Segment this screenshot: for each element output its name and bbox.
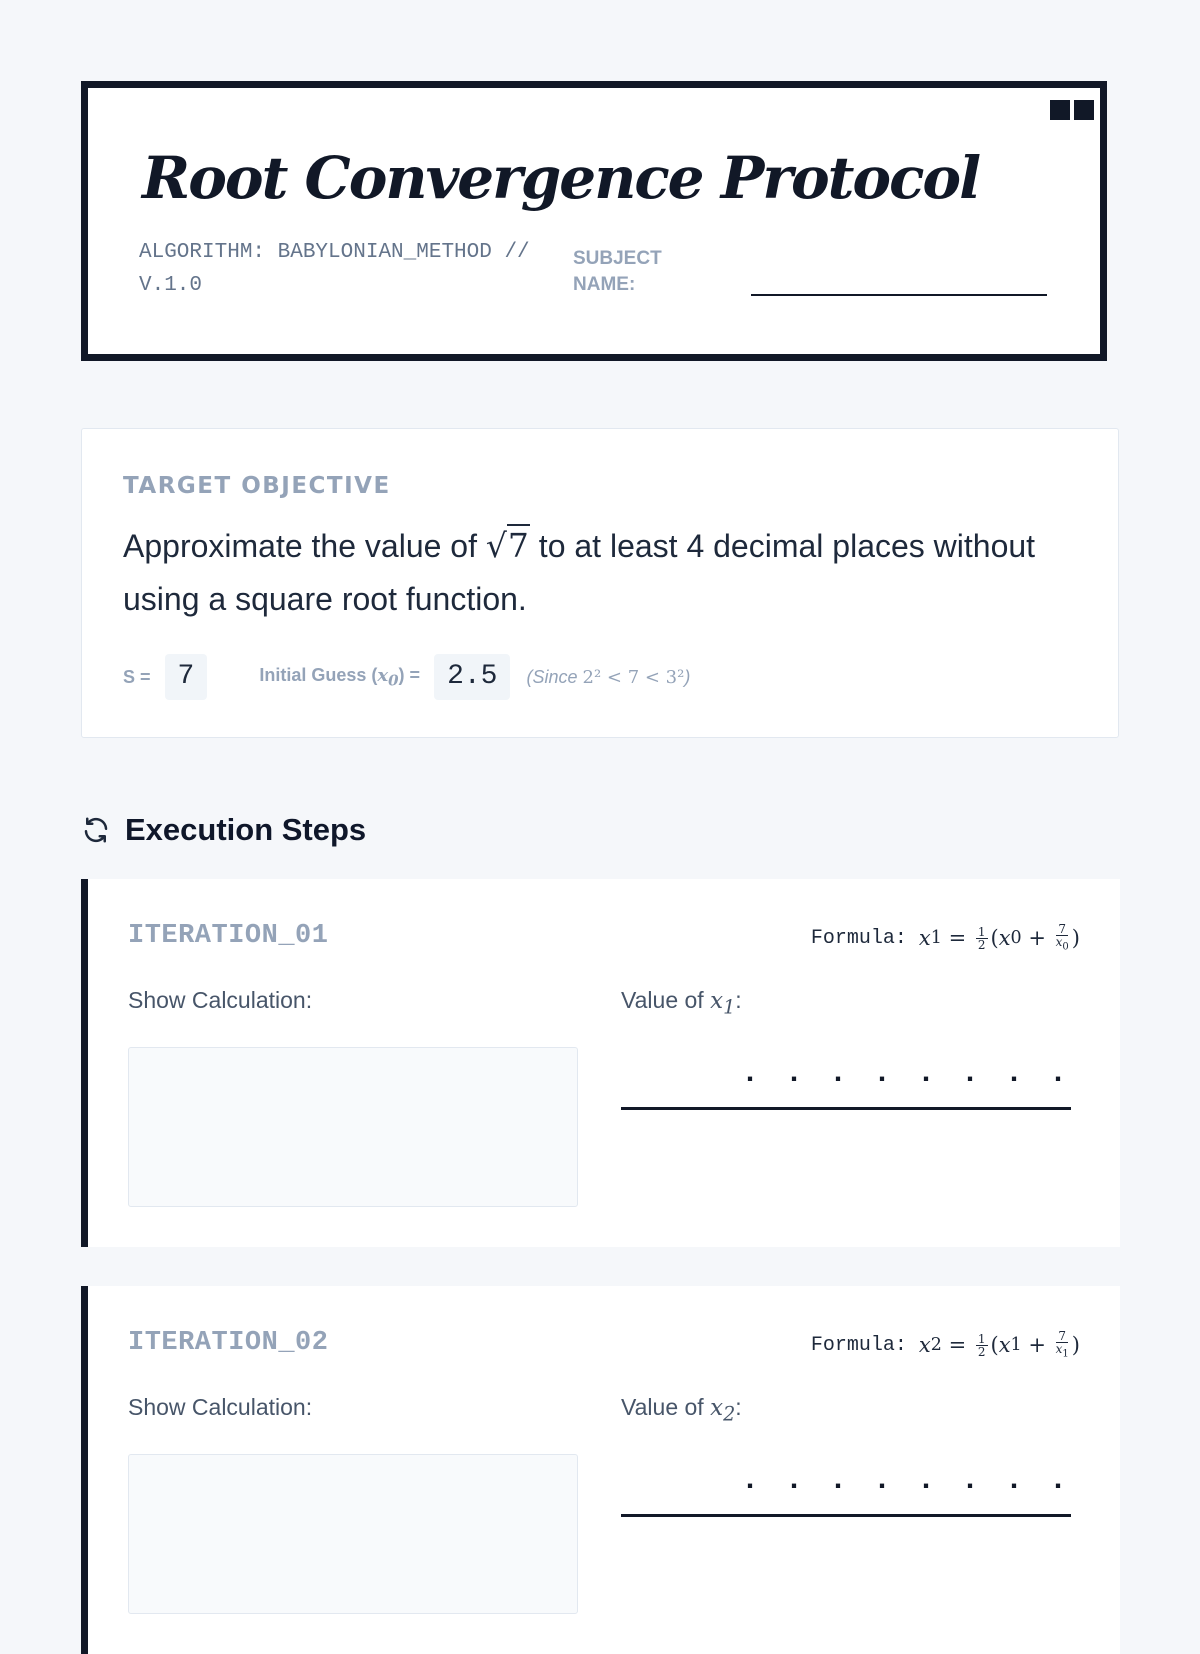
formula-expression (919, 923, 1080, 953)
guess-hint (526, 667, 690, 688)
subject-name-label: SUBJECT NAME: (573, 248, 662, 295)
corner-squares-icon (1050, 100, 1094, 120)
half-den: 2 (977, 1344, 986, 1359)
formula-prev-var: x (998, 926, 1011, 951)
initial-guess-value: 2.5 (434, 654, 510, 700)
formula-label: Formula: (810, 1333, 907, 1357)
hint-open: (Since (526, 666, 583, 687)
value-label (621, 1394, 742, 1426)
half-fraction (976, 926, 988, 951)
sqrt-expression (486, 524, 530, 565)
algorithm-version: ALGORITHM: BABYLONIAN_METHOD // V.1.0 (139, 241, 530, 297)
calculation-area[interactable] (128, 1047, 578, 1207)
initial-guess-label-start: Initial Guess ( (259, 664, 378, 685)
half-fraction (976, 1333, 988, 1358)
hint-close: ) (684, 666, 691, 687)
value-label-text: Value of (621, 987, 711, 1013)
refresh-icon (81, 815, 111, 845)
page-title: Root Convergence Protocol (142, 144, 980, 212)
s-value: 7 (165, 654, 208, 700)
formula-equals: = (941, 926, 973, 951)
half-den: 2 (977, 937, 986, 952)
half-num: 1 (977, 1331, 986, 1346)
s-over-x-fraction (1056, 923, 1069, 953)
subject-name-field[interactable] (751, 294, 1047, 296)
value-label (621, 987, 742, 1019)
answer-field[interactable]: . . . . . . . . (621, 1059, 1071, 1110)
value-sub: 2 (723, 1402, 736, 1426)
iteration-card-1 (81, 879, 1120, 1247)
formula-plus: + (1021, 1333, 1053, 1358)
formula-plus: + (1021, 926, 1053, 951)
formula-close-paren: ) (1071, 926, 1080, 951)
protocol-header (81, 81, 1107, 361)
formula-expression (919, 1330, 1080, 1360)
frac-num: 7 (1058, 922, 1067, 936)
initial-guess-label (259, 665, 420, 690)
iteration-card-2 (81, 1286, 1120, 1654)
hint-math: 2² < 7 < 3² (582, 666, 685, 688)
value-label-text: Value of (621, 1394, 711, 1420)
formula-lhs-sub: 2 (930, 1335, 942, 1356)
frac-den-var: x (1055, 1342, 1063, 1356)
execution-steps-title: Execution Steps (125, 812, 367, 847)
show-calculation-label: Show Calculation: (128, 987, 313, 1013)
initial-guess-var: x (377, 664, 389, 686)
radicand: 7 (507, 526, 529, 565)
s-label: S = (123, 666, 151, 687)
s-over-x-fraction (1056, 1330, 1069, 1360)
formula-lhs-sub: 1 (930, 928, 942, 949)
frac-den-sub: 1 (1062, 1348, 1069, 1360)
execution-steps-heading (81, 812, 366, 848)
target-objective-card (81, 428, 1119, 738)
formula-lhs-var: x (918, 926, 931, 951)
value-var: x (710, 988, 724, 1014)
formula-equals: = (941, 1333, 973, 1358)
iteration-title: ITERATION_01 (128, 921, 329, 951)
value-colon: : (735, 987, 742, 1013)
show-calculation-label: Show Calculation: (128, 1394, 313, 1420)
formula-prev-sub: 1 (1010, 1335, 1022, 1356)
frac-den-var: x (1055, 935, 1063, 949)
objective-text-after: to at least 4 decimal places without using a square root function. (123, 528, 1036, 617)
radical-sign: √ (485, 526, 507, 565)
initial-guess-sub: 0 (388, 671, 399, 690)
frac-num: 7 (1058, 1329, 1067, 1343)
objective-text-before: Approximate the value of (123, 528, 477, 564)
frac-den-sub: 0 (1062, 941, 1069, 953)
frac-den (1056, 1343, 1069, 1360)
frac-den (1056, 936, 1069, 953)
iteration-formula (811, 923, 1080, 953)
value-var: x (710, 1395, 724, 1421)
formula-lhs-var: x (918, 1333, 931, 1358)
formula-open-paren: ( (990, 1333, 999, 1358)
value-colon: : (735, 1394, 742, 1420)
value-sub: 1 (723, 995, 736, 1019)
parameters-row (123, 653, 690, 701)
iteration-title: ITERATION_02 (128, 1328, 329, 1358)
formula-prev-sub: 0 (1010, 928, 1022, 949)
half-num: 1 (977, 924, 986, 939)
formula-label: Formula: (810, 926, 907, 950)
target-objective-label: TARGET OBJECTIVE (123, 473, 391, 499)
iteration-formula (811, 1330, 1080, 1360)
formula-prev-var: x (998, 1333, 1011, 1358)
formula-close-paren: ) (1071, 1333, 1080, 1358)
initial-guess-label-end: ) = (398, 664, 421, 685)
objective-text (123, 519, 1063, 626)
formula-open-paren: ( (990, 926, 999, 951)
calculation-area[interactable] (128, 1454, 578, 1614)
answer-field[interactable]: . . . . . . . . (621, 1466, 1071, 1517)
